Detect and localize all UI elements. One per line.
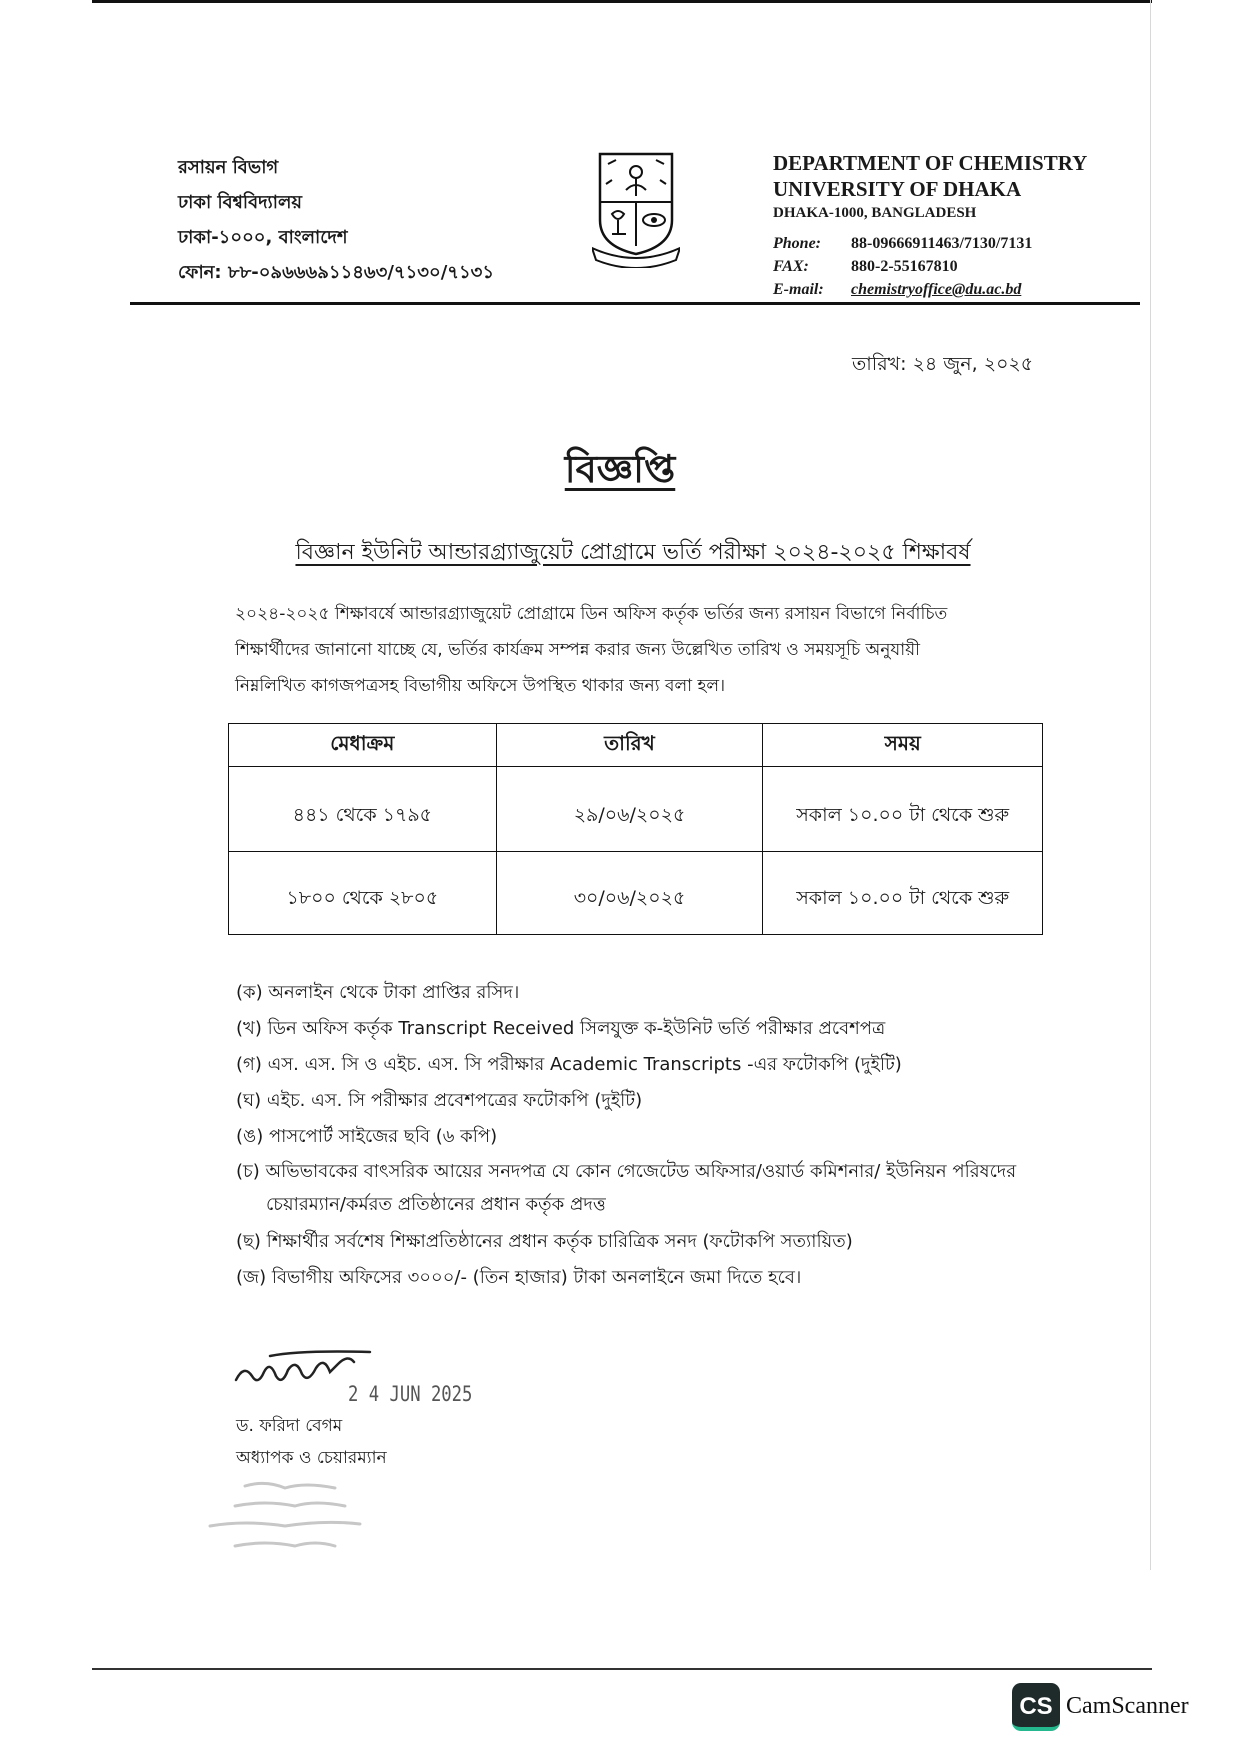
header-merit-rank: মেধাক্রম (229, 724, 497, 767)
notice-title-wrap (0, 440, 1240, 504)
faded-seal-stamp (205, 1476, 405, 1566)
scan-right-edge (1150, 0, 1151, 1570)
signer-designation: অধ্যাপক ও চেয়ারম্যান (236, 1448, 387, 1468)
letterhead-english (773, 150, 1087, 224)
table-row (229, 767, 1043, 852)
requirements-list (236, 975, 1116, 1296)
camscanner-logo-icon (1012, 1683, 1060, 1731)
table-header-row (229, 724, 1043, 767)
notice-date: তারিখ: ২৪ জুন, ২০২৫ (852, 353, 1034, 375)
header-time: সময় (763, 724, 1043, 767)
letterhead-bangla (178, 150, 494, 290)
notice-subtitle-wrap (0, 535, 1240, 572)
paragraph-line: নিম্নলিখিত কাগজপত্রসহ বিভাগীয় অফিসে উপস্থিত থাকার জন্য বলা হল। (235, 676, 726, 696)
phone-bangla: ফোন: ৮৮-০৯৬৬৬৯১১৪৬৩/৭১৩০/৭১৩১ (178, 262, 495, 283)
camscanner-badge-glyph (1012, 1683, 1060, 1727)
requirement-item: (গ) এস. এস. সি ও এইচ. এস. সি পরীক্ষার Academic Transcripts -এর ফটোকপি (দুইটি) (236, 1054, 902, 1075)
scan-top-edge (92, 0, 1152, 3)
requirement-item (236, 1155, 1116, 1221)
camscanner-watermark (1012, 1683, 1212, 1733)
signer-block (236, 1410, 387, 1474)
paragraph-line: শিক্ষার্থীদের জানানো যাচ্ছে যে, ভর্তির কার্যক্রম সম্পন্ন করার জন্য উল্লেখিত তারিখ ও সময়সূচি অনুযায়ী (235, 640, 921, 660)
paragraph-line: ২০২৪-২০২৫ শিক্ষাবর্ষে আন্ডারগ্র্যাজুয়েট প্রোগ্রামে ডিন অফিস কর্তৃক ভর্তির জন্য রসায়ন বিভাগে নির্বাচিত (235, 604, 948, 624)
university-name-english: UNIVERSITY OF DHAKA (773, 177, 1022, 201)
email-label: E-mail: (773, 281, 824, 298)
requirement-item: (ছ) শিক্ষার্থীর সর্বশেষ শিক্ষাপ্রতিষ্ঠানের প্রধান কর্তৃক চারিত্রিক সনদ (ফটোকপি সত্যায়িত) (236, 1231, 853, 1252)
phone-label: Phone: (773, 235, 821, 252)
email-link[interactable]: chemistryoffice@du.ac.bd (851, 281, 1022, 298)
requirement-line-continued: চেয়ারম্যান/কর্মরত প্রতিষ্ঠানের প্রধান কর্তৃক প্রদত্ত (266, 1194, 606, 1215)
address-english: DHAKA-1000, BANGLADESH (773, 205, 977, 221)
requirement-item: (ক) অনলাইন থেকে টাকা প্রাপ্তির রসিদ। (236, 982, 520, 1003)
address-bangla: ঢাকা-১০০০, বাংলাদেশ (178, 227, 348, 248)
fax-label: FAX: (773, 258, 809, 275)
camscanner-text: CamScanner (1066, 1693, 1189, 1719)
notice-subtitle: বিজ্ঞান ইউনিট আন্ডারগ্র্যাজুয়েট প্রোগ্রামে ভর্তি পরীক্ষা ২০২৪-২০২৫ শিক্ষাবর্ষ (295, 540, 971, 565)
signer-name: ড. ফরিদা বেগম (236, 1416, 343, 1436)
cell-merit-range: ১৮০০ থেকে ২৮০৫ (229, 852, 497, 935)
fax-value: 880-2-55167810 (851, 258, 958, 275)
dept-name-bangla: রসায়ন বিভাগ (178, 157, 279, 178)
notice-paragraph (235, 596, 1035, 704)
cell-date: ২৯/০৬/২০২৫ (496, 767, 763, 852)
requirement-line: (চ) অভিভাবকের বাৎসরিক আয়ের সনদপত্র যে কোন গেজেটেড অফিসার/ওয়ার্ড কমিশনার/ ইউনিয়ন পরিষদের (236, 1161, 1017, 1182)
dept-name-english: DEPARTMENT OF CHEMISTRY (773, 151, 1088, 175)
scan-bottom-edge (92, 1668, 1152, 1670)
cell-time: সকাল ১০.০০ টা থেকে শুরু (763, 767, 1043, 852)
schedule-table (228, 723, 1043, 935)
cell-date: ৩০/০৬/২০২৫ (496, 852, 763, 935)
university-logo-icon (592, 150, 680, 268)
cell-merit-range: ৪৪১ থেকে ১৭৯৫ (229, 767, 497, 852)
received-stamp-date: 2 4 JUN 2025 (348, 1382, 473, 1406)
requirement-item: (খ) ডিন অফিস কর্তৃক Transcript Received সিলযুক্ত ক-ইউনিট ভর্তি পরীক্ষার প্রবেশপত্র (236, 1018, 886, 1039)
requirement-item: (ঘ) এইচ. এস. সি পরীক্ষার প্রবেশপত্রের ফটোকপি (দুইটি) (236, 1090, 643, 1111)
header-divider (130, 302, 1140, 305)
requirement-item: (জ) বিভাগীয় অফিসের ৩০০০/- (তিন হাজার) টাকা অনলাইনে জমা দিতে হবে। (236, 1267, 802, 1288)
phone-value: 88-09666911463/7130/7131 (851, 235, 1033, 252)
requirement-item: (ঙ) পাসপোর্ট সাইজের ছবি (৬ কপি) (236, 1126, 498, 1147)
notice-title: বিজ্ঞপ্তি (564, 447, 676, 491)
cell-time: সকাল ১০.০০ টা থেকে শুরু (763, 852, 1043, 935)
header-date: তারিখ (496, 724, 763, 767)
table-row (229, 852, 1043, 935)
university-name-bangla: ঢাকা বিশ্ববিদ্যালয় (178, 192, 303, 213)
camscanner-badge-text: CS (1019, 1693, 1053, 1720)
